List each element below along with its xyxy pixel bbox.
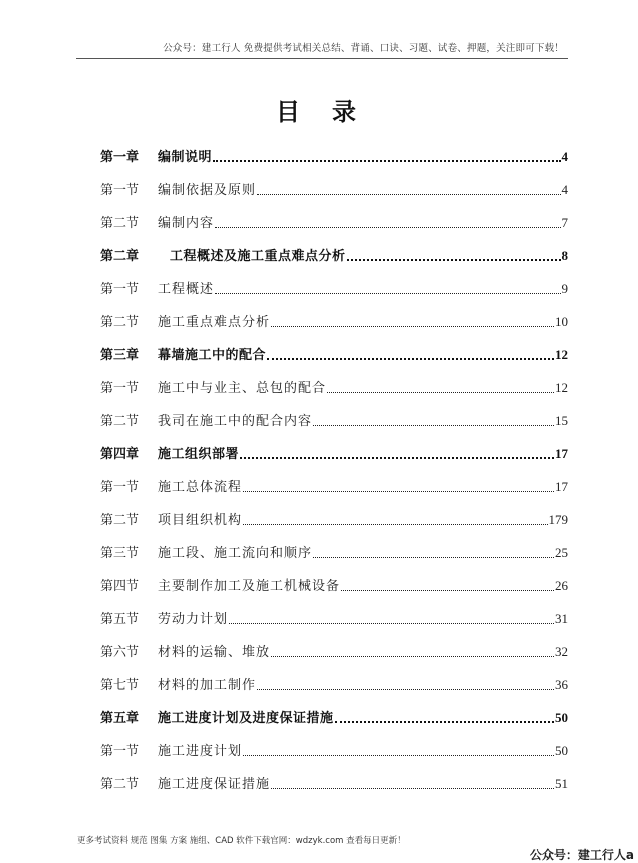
toc-entry-number: 第六节	[100, 645, 140, 660]
toc-entry-number: 第二节	[100, 216, 140, 231]
toc-entry-label: 项目组织机构	[158, 513, 243, 528]
toc-entry-label: 编制内容	[158, 216, 215, 231]
toc-dot-leader	[327, 392, 554, 393]
toc-section-entry[interactable]	[100, 726, 568, 759]
toc-section-entry[interactable]	[100, 561, 568, 594]
toc-dot-leader	[243, 524, 547, 525]
toc-entry-number: 第三节	[100, 546, 140, 561]
toc-entry-number: 第二节	[100, 777, 140, 792]
toc-entry-page: 12	[555, 380, 568, 395]
toc-dot-leader	[243, 755, 554, 756]
toc-entry-label: 我司在施工中的配合内容	[158, 414, 313, 429]
toc-entry-page: 17	[555, 446, 568, 461]
toc-section-entry[interactable]	[100, 594, 568, 627]
toc-section-entry[interactable]	[100, 759, 568, 792]
toc-dot-leader	[243, 491, 554, 492]
toc-entry-label: 材料的加工制作	[158, 678, 257, 693]
toc-entry-page: 4	[561, 149, 568, 164]
toc-entry-number: 第一节	[100, 282, 140, 297]
footer-note: 更多考试资料 规范 图集 方案 施组、CAD 软件下载官网：wdzyk.com 查看每日更新！	[77, 836, 406, 846]
watermark-text: 公众号：建工行人a	[529, 848, 634, 862]
toc-section-entry[interactable]	[100, 528, 568, 561]
toc-entry-number: 第一节	[100, 381, 140, 396]
toc-chapter-entry[interactable]	[100, 132, 568, 165]
toc-entry-label: 施工进度保证措施	[158, 777, 271, 792]
toc-entry-page: 51	[555, 776, 568, 791]
toc-section-entry[interactable]	[100, 165, 568, 198]
toc-entry-page: 50	[555, 710, 568, 725]
toc-entry-label: 编制依据及原则	[158, 183, 257, 198]
title-char-2: 录	[332, 97, 362, 126]
toc-entry-label: 工程概述及施工重点难点分析	[170, 249, 346, 264]
toc-section-entry[interactable]	[100, 363, 568, 396]
toc-chapter-entry[interactable]	[100, 231, 568, 264]
toc-entry-page: 26	[555, 578, 568, 593]
toc-entry-page: 4	[561, 182, 568, 197]
toc-dot-leader	[229, 623, 554, 624]
toc-dot-leader	[213, 160, 560, 162]
toc-entry-label: 施工进度计划	[158, 744, 243, 759]
toc-dot-leader	[313, 557, 554, 558]
toc-dot-leader	[257, 194, 560, 195]
toc-entry-label: 施工组织部署	[158, 447, 240, 462]
toc-entry-number: 第二节	[100, 513, 140, 528]
toc-dot-leader	[240, 457, 554, 459]
toc-entry-page: 17	[555, 479, 568, 494]
toc-dot-leader	[257, 689, 554, 690]
toc-section-entry[interactable]	[100, 396, 568, 429]
toc-entry-number: 第一节	[100, 183, 140, 198]
toc-entry-number: 第四节	[100, 579, 140, 594]
toc-dot-leader	[335, 721, 554, 723]
toc-entry-number: 第二章	[100, 249, 140, 264]
toc-entry-page: 50	[555, 743, 568, 758]
toc-entry-number: 第五节	[100, 612, 140, 627]
toc-entry-number: 第五章	[100, 711, 140, 726]
header-note: 公众号：建工行人 免费提供考试相关总结、背诵、口诀、习题、试卷、押题，关注即可下载！	[163, 43, 564, 54]
toc-entry-label: 编制说明	[158, 150, 213, 165]
toc-entry-label: 施工中与业主、总包的配合	[158, 381, 327, 396]
toc-entry-page: 10	[555, 314, 568, 329]
toc-entry-page: 9	[561, 281, 568, 296]
toc-entry-page: 15	[555, 413, 568, 428]
toc-entry-label: 幕墙施工中的配合	[158, 348, 267, 363]
toc-entry-label: 施工总体流程	[158, 480, 243, 495]
toc-entry-label: 材料的运输、堆放	[158, 645, 271, 660]
toc-section-entry[interactable]	[100, 462, 568, 495]
toc-entry-page: 31	[555, 611, 568, 626]
toc-entry-page: 25	[555, 545, 568, 560]
toc-entry-label: 施工重点难点分析	[158, 315, 271, 330]
toc-entry-page: 179	[548, 512, 568, 527]
table-of-contents	[100, 132, 568, 792]
header-divider	[76, 58, 568, 59]
toc-entry-label: 施工段、施工流向和顺序	[158, 546, 313, 561]
page-title	[0, 92, 638, 127]
toc-entry-label: 施工进度计划及进度保证措施	[158, 711, 334, 726]
toc-section-entry[interactable]	[100, 627, 568, 660]
toc-dot-leader	[215, 227, 560, 228]
toc-entry-number: 第一节	[100, 744, 140, 759]
toc-chapter-entry[interactable]	[100, 693, 568, 726]
toc-entry-page: 32	[555, 644, 568, 659]
toc-dot-leader	[267, 358, 554, 360]
toc-entry-number: 第四章	[100, 447, 140, 462]
toc-entry-number: 第一章	[100, 150, 140, 165]
toc-chapter-entry[interactable]	[100, 429, 568, 462]
toc-section-entry[interactable]	[100, 495, 568, 528]
toc-entry-number: 第三章	[100, 348, 140, 363]
toc-dot-leader	[271, 788, 554, 789]
toc-entry-page: 12	[555, 347, 568, 362]
toc-dot-leader	[341, 590, 554, 591]
toc-section-entry[interactable]	[100, 660, 568, 693]
toc-entry-number: 第二节	[100, 414, 140, 429]
toc-entry-page: 8	[561, 248, 568, 263]
toc-entry-number: 第二节	[100, 315, 140, 330]
toc-entry-label: 主要制作加工及施工机械设备	[158, 579, 341, 594]
toc-section-entry[interactable]	[100, 198, 568, 231]
toc-section-entry[interactable]	[100, 297, 568, 330]
toc-entry-number: 第一节	[100, 480, 140, 495]
toc-entry-number: 第七节	[100, 678, 140, 693]
toc-entry-label: 工程概述	[158, 282, 215, 297]
toc-dot-leader	[271, 326, 554, 327]
toc-dot-leader	[313, 425, 554, 426]
toc-entry-page: 36	[555, 677, 568, 692]
toc-chapter-entry[interactable]	[100, 330, 568, 363]
toc-dot-leader	[347, 259, 561, 261]
toc-dot-leader	[215, 293, 560, 294]
toc-section-entry[interactable]	[100, 264, 568, 297]
title-char-1: 目	[276, 97, 306, 126]
toc-entry-label: 劳动力计划	[158, 612, 229, 627]
toc-dot-leader	[271, 656, 554, 657]
toc-entry-page: 7	[561, 215, 568, 230]
